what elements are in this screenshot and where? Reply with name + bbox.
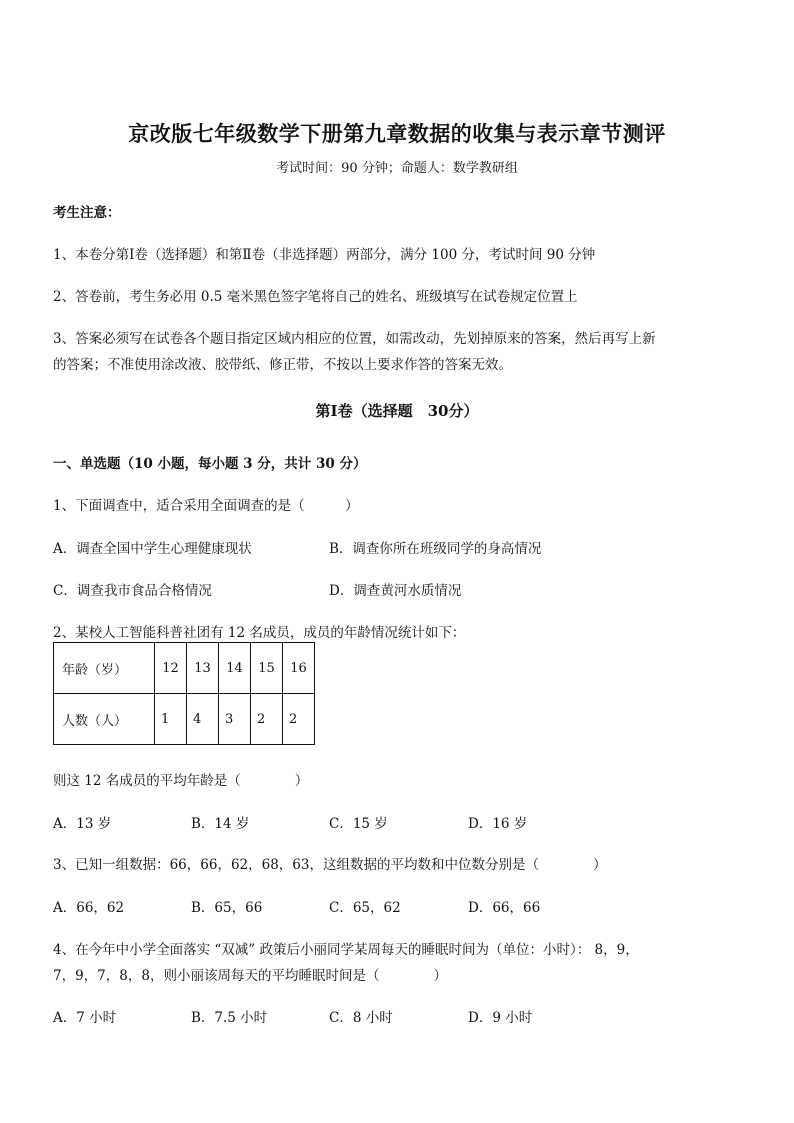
section-title: 第Ⅰ卷（选择题 30分）	[315, 402, 479, 420]
table-header-count: 人数（人）	[54, 694, 155, 745]
notice-item-2: 2、答卷前，考生务必用 0.5 毫米黑色签字笔将自己的姓名、班级填写在试卷规定位置上	[53, 289, 578, 305]
age-cell: 14	[219, 643, 251, 694]
notice-item-3-cont: 的答案；不准使用涂改液、胶带纸、修正带，不按以上要求作答的答案无效。	[53, 357, 512, 373]
q3-stem: 3、已知一组数据：66，66，62，68，63，这组数据的平均数和中位数分别是（ ）	[53, 857, 607, 873]
count-cell: 2	[251, 694, 283, 745]
q3-option-b[interactable]: B．65，66	[191, 900, 263, 916]
notice-item-1: 1、本卷分第Ⅰ卷（选择题）和第Ⅱ卷（非选择题）两部分，满分 100 分，考试时间 90 分钟	[53, 247, 596, 263]
table-header-age: 年龄（岁）	[54, 643, 155, 694]
q3-option-d[interactable]: D．66，66	[468, 900, 541, 916]
q2-question: 则这 12 名成员的平均年龄是（ ）	[53, 773, 309, 789]
count-cell: 2	[283, 694, 315, 745]
age-cell: 12	[155, 643, 187, 694]
q4-stem-line2: 7，9，7，8，8，则小丽该周每天的平均睡眠时间是（ ）	[53, 968, 447, 984]
q2-option-d[interactable]: D．16 岁	[468, 816, 528, 832]
q4-option-d[interactable]: D．9 小时	[468, 1010, 533, 1026]
q1-option-a[interactable]: A．调查全国中学生心理健康现状	[53, 541, 252, 557]
age-table	[53, 642, 315, 745]
q4-stem-line1: 4、在今年中小学全面落实 “双减” 政策后小丽同学某周每天的睡眠时间为（单位：小时）： 8，9，	[53, 942, 639, 958]
q2-option-a[interactable]: A．13 岁	[53, 816, 112, 832]
q4-option-b[interactable]: B．7.5 小时	[191, 1010, 268, 1026]
q2-option-b[interactable]: B．14 岁	[191, 816, 250, 832]
q2-option-c[interactable]: C．15 岁	[329, 816, 388, 832]
notice-item-3: 3、答案必须写在试卷各个题目指定区域内相应的位置，如需改动，先划掉原来的答案，然后再写上新	[53, 331, 656, 347]
count-cell: 1	[155, 694, 187, 745]
exam-subtitle: 考试时间：90 分钟；命题人：数学教研组	[276, 161, 518, 176]
table-row	[54, 694, 315, 745]
q1-option-b[interactable]: B．调查你所在班级同学的身高情况	[329, 541, 542, 557]
q1-stem: 1、下面调查中，适合采用全面调查的是（ ）	[53, 498, 359, 514]
q1-option-d[interactable]: D．调查黄河水质情况	[329, 583, 462, 599]
age-cell: 16	[283, 643, 315, 694]
q2-stem: 2、某校人工智能科普社团有 12 名成员，成员的年龄情况统计如下：	[53, 625, 466, 641]
age-cell: 13	[187, 643, 219, 694]
exam-title: 京改版七年级数学下册第九章数据的收集与表示章节测评	[128, 121, 666, 146]
notice-heading: 考生注意：	[53, 205, 121, 221]
q1-option-c[interactable]: C．调查我市食品合格情况	[53, 583, 212, 599]
q3-option-a[interactable]: A．66，62	[53, 900, 125, 916]
count-cell: 4	[187, 694, 219, 745]
q3-option-c[interactable]: C．65，62	[329, 900, 401, 916]
age-cell: 15	[251, 643, 283, 694]
q4-option-c[interactable]: C．8 小时	[329, 1010, 393, 1026]
part-title: 一、单选题（10 小题，每小题 3 分，共计 30 分）	[53, 456, 367, 472]
q4-option-a[interactable]: A．7 小时	[53, 1010, 117, 1026]
table-row	[54, 643, 315, 694]
count-cell: 3	[219, 694, 251, 745]
